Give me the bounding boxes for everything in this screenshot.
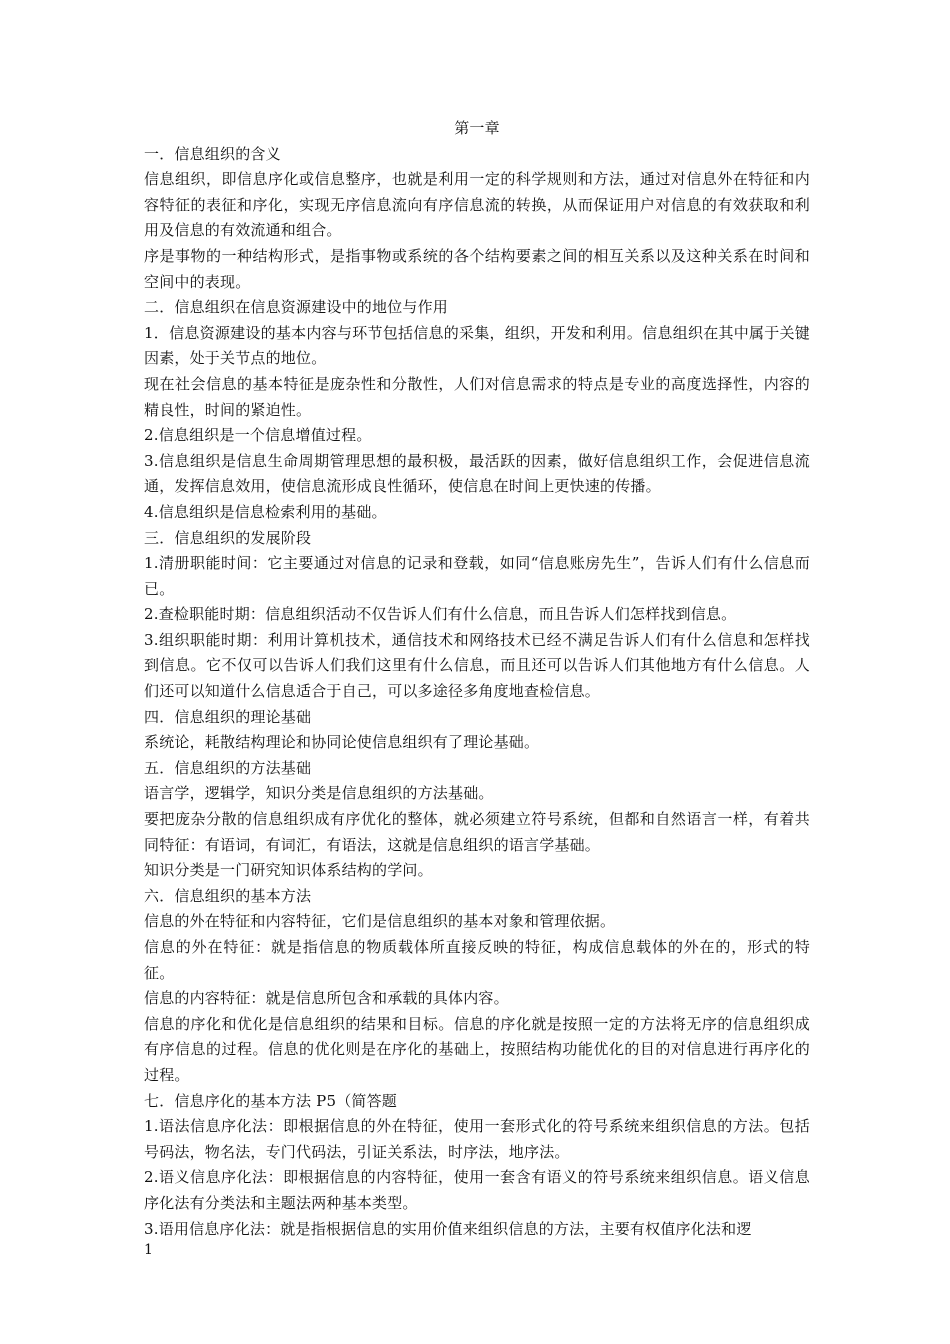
paragraph: 信息组织，即信息序化或信息整序，也就是利用一定的科学规则和方法，通过对信息外在特征和内容特征的表征和序化，实现无序信息流向有序信息流的转换，从而保证用户对信息的有效获取和利用及信息的有效流通和组合。: [144, 170, 810, 240]
paragraph: 序是事物的一种结构形式，是指事物或系统的各个结构要素之间的相互关系以及这种关系在时间和空间中的表现。: [144, 246, 810, 291]
paragraph: 知识分类是一门研究知识体系结构的学问。: [144, 861, 433, 880]
paragraph: 3.组织职能时期：利用计算机技术，通信技术和网络技术已经不满足告诉人们有什么信息和怎样找到信息。它不仅可以告诉人们我们这里有什么信息，而且还可以告诉人们其他地方有什么信息。人们还可以知道什么信息适合于自己，可以多途径多角度地查检信息。: [144, 630, 810, 701]
paragraph: 要把庞杂分散的信息组织成有序优化的整体，就必须建立符号系统，但都和自然语言一样，有着共同特征：有语词，有词汇，有语法，这就是信息组织的语言学基础。: [144, 810, 810, 854]
paragraph: 系统论，耗散结构理论和协同论使信息组织有了理论基础。: [144, 733, 540, 752]
document-blocks: [144, 142, 810, 1243]
section-heading: 二．信息组织在信息资源建设中的地位与作用: [144, 298, 449, 317]
section-heading: 六．信息组织的基本方法: [144, 886, 312, 905]
paragraph: 4.信息组织是信息检索利用的基础。: [144, 502, 387, 521]
paragraph: 信息的序化和优化是信息组织的结果和目标。信息的序化就是按照一定的方法将无序的信息组织成有序信息的过程。信息的优化则是在序化的基础上，按照结构功能优化的目的对信息进行再序化的过程。: [144, 1014, 810, 1084]
paragraph: 1．信息资源建设的基本内容与环节包括信息的采集，组织，开发和利用。信息组织在其中属于关键因素，处于关节点的地位。: [144, 323, 810, 368]
paragraph: 信息的外在特征：就是指信息的物质载体所直接反映的特征，构成信息载体的外在的，形式的特征。: [144, 938, 810, 982]
document-body: [144, 116, 810, 1242]
chapter-title: 第一章: [454, 119, 500, 137]
paragraph: 语言学，逻辑学，知识分类是信息组织的方法基础。: [144, 784, 494, 803]
section-heading: 三．信息组织的发展阶段: [144, 528, 312, 547]
paragraph: 现在社会信息的基本特征是庞杂性和分散性，人们对信息需求的特点是专业的高度选择性，内容的精良性，时间的紧迫性。: [144, 374, 810, 419]
paragraph: 1.清册职能时间：它主要通过对信息的记录和登载，如同“信息账房先生”，告诉人们有什么信息而已。: [144, 554, 810, 598]
paragraph: 3.信息组织是信息生命周期管理思想的最积极，最活跃的因素，做好信息组织工作，会促进信息流通，发挥信息效用，使信息流形成良性循环，使信息在时间上更快速的传播。: [144, 451, 810, 496]
page-number: 1: [144, 1242, 153, 1258]
paragraph: 2.语义信息序化法：即根据信息的内容特征，使用一套含有语义的符号系统来组织信息。语义信息序化法有分类法和主题法两种基本类型。: [144, 1168, 810, 1212]
section-heading: 四．信息组织的理论基础: [144, 707, 312, 726]
paragraph: 3.语用信息序化法：就是指根据信息的实用价值来组织信息的方法，主要有权值序化法和逻: [144, 1219, 752, 1238]
paragraph: 信息的外在特征和内容特征，它们是信息组织的基本对象和管理依据。: [144, 912, 616, 931]
paragraph: 2.信息组织是一个信息增值过程。: [144, 426, 372, 445]
section-heading: 一．信息组织的含义: [144, 144, 281, 163]
paragraph: 信息的内容特征：就是信息所包含和承载的具体内容。: [144, 989, 509, 1008]
paragraph: 1.语法信息序化法：即根据信息的外在特征，使用一套形式化的符号系统来组织信息的方法。包括号码法，物名法，专门代码法，引证关系法，时序法，地序法。: [144, 1117, 810, 1161]
paragraph: 2.查检职能时期：信息组织活动不仅告诉人们有什么信息，而且告诉人们怎样找到信息。: [144, 605, 737, 624]
section-heading: 七．信息序化的基本方法 P5（简答题: [144, 1091, 398, 1110]
section-heading: 五．信息组织的方法基础: [144, 758, 312, 777]
